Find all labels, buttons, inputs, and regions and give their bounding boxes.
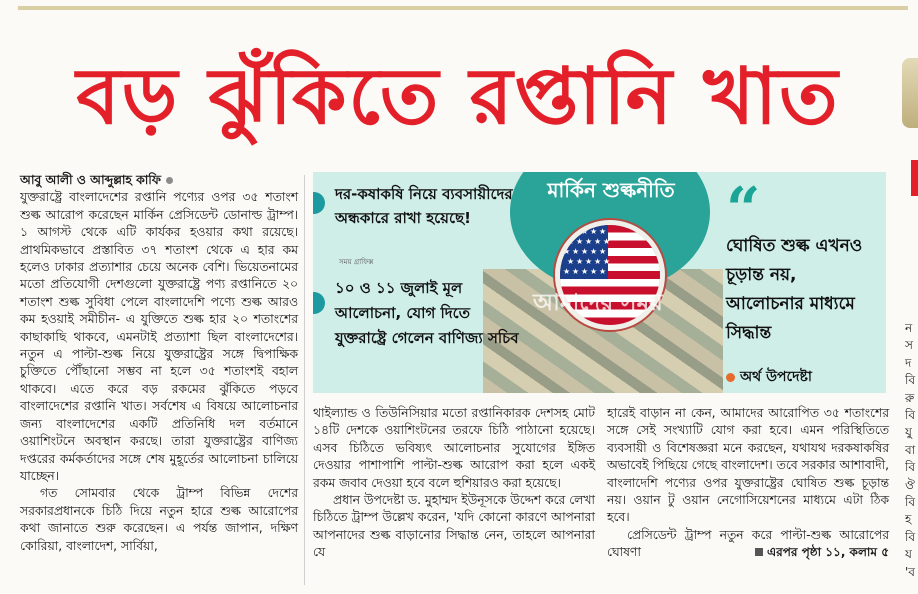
flag-star-icon: ★ xyxy=(590,267,598,276)
fragment-line: যু xyxy=(905,425,912,440)
fragment-line: ন xyxy=(905,321,913,335)
fragment-line: বি xyxy=(905,373,916,388)
byline-dot-icon xyxy=(166,177,173,184)
fragment-line: ঔ xyxy=(905,477,915,492)
col1-paragraph-1: যুক্তরাষ্ট্রে বাংলাদেশের রপ্তানি পণ্যের ওপর ৩৫ শতাংশ শুল্ক আরোপ করেছেন মার্কিন প্রেসিডেন্ট ডোনাল্ড ট্রাম্প। ১ আগস্ট থেকে এটি কার্যকর হওয়ার কথা রয়েছে। প্রাথমিকভাবে প্রস্তাবিত ৩৭ শতাংশ থেকে এ হার কম হলেও ঢাকার প্রত্যাশার চেয়ে অনেক বেশি। ভিয়েতনামের মতো প্রতিযোগী দেশগুলো যুক্তরাষ্ট্রে পণ্য রপ্তানিতে ২০ শতাংশ শুল্ক সুবিধা পেলে বাংলাদেশি পণ্যে শুল্ক আরও কম হওয়াই সমীচীন- এ যুক্তিতে শুল্ক হার ২০ শতাংশের কাছাকাছি থাকবে, এমনটাই প্রত্যাশা ছিল বাংলাদেশের। নতুন এ পাল্টা-শুল্ক নিয়ে যুক্তরাষ্ট্রের সঙ্গে দ্বিপাক্ষিক চুক্তিতে পৌঁছানো সম্ভব না হলে ৩৫ শতাংশই বহাল থাকবে। এতে করে বড় রকমের ঝুঁকিতে পড়বে বাংলাদেশের রপ্তানি খাত। সর্বশেষ এ বিষয়ে আলোচনার জন্য বাংলাদেশের একটি প্রতিনিধি দল বর্তমানে ওয়াশিংটনে অবস্থান করছে। তারা যুক্তরাষ্ট্রের বাণিজ্য দপ্তরের কর্মকর্তাদের সঙ্গে শেষ মুহূর্তের আলোচনা চালিয়ে যাচ্ছেন। xyxy=(20,190,298,483)
flag-star-icon: ★ xyxy=(567,257,575,266)
flag-star-icon: ★ xyxy=(599,247,607,256)
fragment-line: বি xyxy=(905,495,916,510)
point-2-text: ১০ ও ১১ জুলাই মূল আলোচনা, যোগ দিতে যুক্তরাষ্ট্রে গেলেন বাণিজ্য সচিব xyxy=(335,279,519,347)
point-1-text: দর-কষাকষি নিয়ে ব্যবসায়ীদের অন্ধকারে রাখা হয়েছে! xyxy=(335,185,513,227)
flag-star-icon: ★ xyxy=(563,247,571,256)
bullet-marker-2 xyxy=(313,292,325,314)
flag-star-icon: ★ xyxy=(563,267,571,276)
col3-paragraph-2-text: প্রেসিডেন্ট ট্রাম্প নতুন করে পাল্টা-শুল্ক আরোপের ঘোষণা xyxy=(607,527,889,560)
continuation-note xyxy=(735,544,889,561)
pen-illustration xyxy=(902,58,918,128)
fragment-line: স xyxy=(905,338,913,353)
fragment-line: বি xyxy=(905,460,916,475)
flag-star-icon: ★ xyxy=(599,267,607,276)
byline-text: আবু আলী ও আব্দুল্লাহ কাফি xyxy=(20,173,161,187)
col2-paragraph-1: থাইল্যান্ড ও তিউনিসিয়ার মতো রপ্তানিকারক দেশসহ মোট ১৪টি দেশকে ওয়াশিংটনের তরফে চিঠি পাঠানো হয়েছে। এসব চিঠিতে ভবিষ্যৎ আলোচনার সুযোগের ইঙ্গিত দেওয়ার পাশাপাশি পাল্টা-শুল্ক আরোপ করা হলে একই রকম জবাব দেওয়া হবে বলে হুশিয়ারও করা হয়েছে। xyxy=(313,406,595,490)
fragment-line: 'ব xyxy=(905,564,915,579)
flag-star-icon: ★ xyxy=(581,267,589,276)
flag-star-icon: ★ xyxy=(576,237,584,246)
adjacent-red-marker xyxy=(911,160,918,196)
bullet-marker-1 xyxy=(313,192,325,214)
flag-star-icon: ★ xyxy=(563,227,571,236)
column-3 xyxy=(607,405,889,562)
flag-star-icon: ★ xyxy=(594,257,602,266)
attribution-text: অর্থ উপদেষ্টা xyxy=(740,369,812,385)
top-rule xyxy=(18,6,908,10)
byline xyxy=(20,172,298,189)
column-1 xyxy=(20,172,298,555)
arch-label: মার্কিন শুল্কনীতি xyxy=(547,178,675,202)
fragment-line: রু xyxy=(905,390,915,405)
flag-star-icon: ★ xyxy=(581,247,589,256)
flag-star-icon: ★ xyxy=(567,237,575,246)
column-divider xyxy=(304,175,305,585)
flag-star-icon: ★ xyxy=(594,237,602,246)
col1-paragraph-2: গত সোমবার থেকে ট্রাম্প বিভিন্ন দেশের সরকারপ্রধানকে চিঠি দিয়ে নতুন হারে শুল্ক আরোপের কথা জানাতে শুরু করেছেন। এ পর্যন্ত জাপান, দক্ষিণ কোরিয়া, বাংলাদেশ, সার্বিয়া, xyxy=(20,486,298,553)
col2-paragraph-2: প্রধান উপদেষ্টা ড. মুহাম্মদ ইউনূসকে উদ্দেশ করে লেখা চিঠিতে ট্রাম্প উল্লেখ করেন, 'যদি কোনো কারণে আপনারা আপনাদের শুল্ক বাড়ানোর সিদ্ধান্ত নেন, তাহলে আপনারা যে xyxy=(313,493,595,560)
quote-mark-icon: “ xyxy=(726,175,761,245)
flag-star-icon: ★ xyxy=(590,227,598,236)
flag-star-icon: ★ xyxy=(603,237,611,246)
attribution-dot-icon xyxy=(726,373,735,382)
flag-star-icon: ★ xyxy=(572,267,580,276)
flag-star-icon: ★ xyxy=(572,247,580,256)
col3-paragraph-2 xyxy=(607,527,889,562)
adjacent-column-fragment xyxy=(905,320,918,580)
flag-star-icon: ★ xyxy=(572,227,580,236)
continuation-square-icon xyxy=(755,548,763,556)
col3-paragraph-1: হারেই বাড়ান না কেন, আমাদের আরোপিত ৩৫ শতাংশের সঙ্গে সেই সংখ্যাটি যোগ করা হবে। এমন পরিস্থিতিতে ব্যবসায়ী ও বিশেষজ্ঞরা মনে করছেন, যথাযথ দরকষাকষির অভাবেই পিছিয়ে গেছে বাংলাদেশ। তবে সরকার আশাবাদী, বাংলাদেশি পণ্যের ওপর যুক্তরাষ্ট্রের ঘোষিত শুল্ক চূড়ান্ত নয়। ওয়ান টু ওয়ান নেগোসিয়েশনের মাধ্যমে এটা ঠিক হবে। xyxy=(607,406,889,525)
column-2 xyxy=(313,405,595,562)
flag-star-icon: ★ xyxy=(581,227,589,236)
fragment-line: বি xyxy=(905,529,916,544)
watermark-logo: আমাদের সময় xyxy=(533,290,663,316)
flag-star-icon: ★ xyxy=(585,237,593,246)
fragment-line: য xyxy=(905,547,912,562)
graphic-credit: সময় গ্রাফিক্স xyxy=(339,258,374,266)
flag-star-icon: ★ xyxy=(603,257,611,266)
headline: বড় ঝুঁকিতে রপ্তানি খাত xyxy=(76,52,840,142)
fragment-line: বা xyxy=(905,442,916,457)
infographic-panel xyxy=(313,172,886,393)
flag-star-icon: ★ xyxy=(599,227,607,236)
flag-star-icon: ★ xyxy=(590,247,598,256)
fragment-line: বি xyxy=(905,408,916,423)
continuation-text: এরপর পৃষ্ঠা ১১, কলাম ৫ xyxy=(766,545,889,560)
fragment-line: হ xyxy=(905,512,912,527)
quote-attribution xyxy=(726,365,812,389)
quote-text: ঘোষিত শুল্ক এখনও চূড়ান্ত নয়, আলোচনার মাধ্যমে সিদ্ধান্ত xyxy=(726,236,863,343)
fragment-line: দ xyxy=(905,355,912,370)
flag-star-icon: ★ xyxy=(576,257,584,266)
flag-star-icon: ★ xyxy=(585,257,593,266)
